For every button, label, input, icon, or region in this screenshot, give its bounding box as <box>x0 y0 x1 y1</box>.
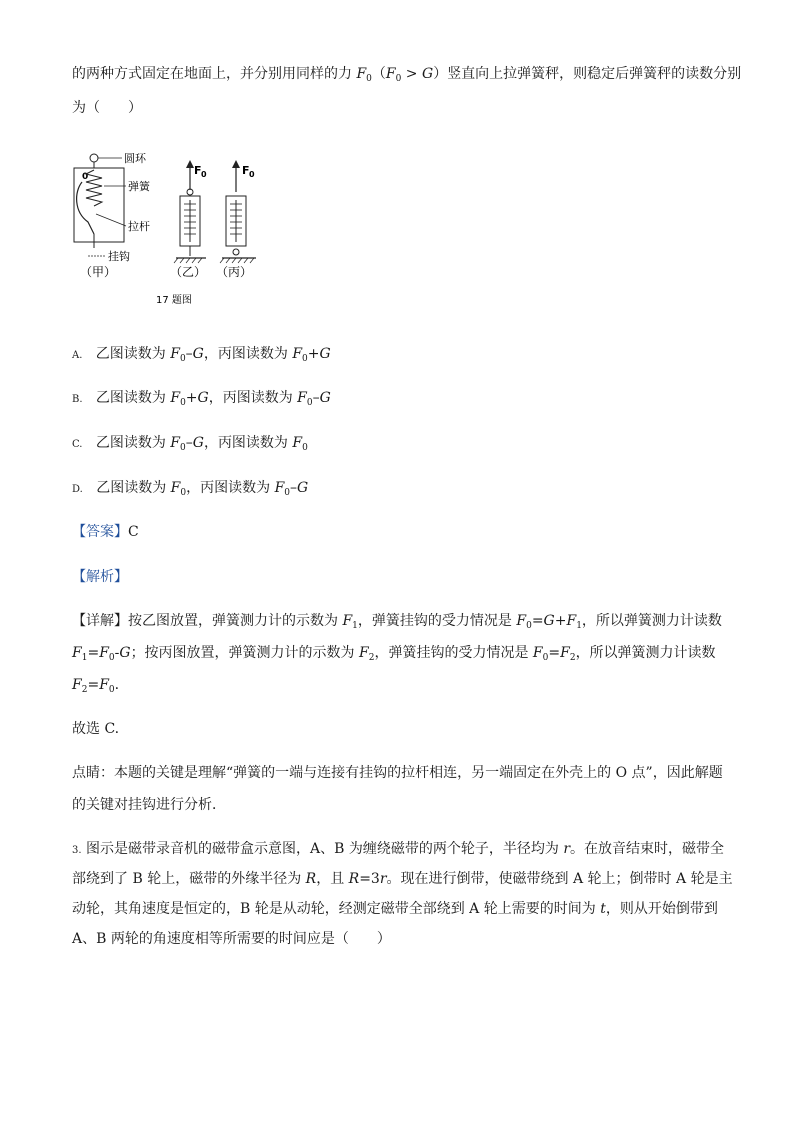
q3-l2c: 。现在进行倒带，使磁带绕到 A 轮上；倒带时 A 轮是主 <box>386 871 733 887</box>
label-hook: 挂钩 <box>108 250 130 263</box>
analysis-line <box>72 567 128 587</box>
q3-l2b: ，且 <box>316 871 345 887</box>
label-zero: 0 <box>82 172 89 182</box>
option-c-bing: 丙图读数为 <box>217 435 288 451</box>
detail-1b: ，弹簧挂钩的受力情况是 <box>357 613 512 629</box>
option-b-bing: 丙图读数为 <box>222 390 293 406</box>
q3-line-1: 3. 图示是磁带录音机的磁带盒示意图，A、B 为缠绕磁带的两个轮子，半径均为 r。在放音结束时，磁带全 <box>72 841 725 857</box>
conclusion-line <box>72 719 119 739</box>
detail-line-1: 【详解】按乙图放置，弹簧测力计的示数为 $F_1$，弹簧挂钩的受力情况是 $F_0=G+F_1$，所以弹簧测力计读数 <box>72 613 722 631</box>
option-c-yi: 乙图读数为 <box>95 435 166 451</box>
tip-line-1 <box>72 763 723 783</box>
intro-line-2 <box>72 98 142 118</box>
q3-line-4 <box>72 929 391 949</box>
intro-text-b: 竖直向上拉弹簧秤，则稳定后弹簧秤的读数分别 <box>447 66 742 82</box>
conclusion-text: 故选 C. <box>72 721 120 737</box>
label-ring: 圆环 <box>124 152 146 165</box>
tip-text-2: 的关键对挂钩进行分析． <box>72 797 226 813</box>
option-c-prefix: C. <box>72 439 83 450</box>
detail-2a: ；按丙图放置，弹簧测力计的示数为 <box>130 645 355 661</box>
option-c: C. 乙图读数为 $F_0-G$，丙图读数为 $F_0$ <box>72 435 308 453</box>
q3-l2a: 部绕到了 B 轮上，磁带的外缘半径为 <box>72 871 302 887</box>
answer-line <box>72 522 139 542</box>
label-force-bing-sub: 0 <box>249 170 255 179</box>
label-yi: （乙） <box>170 265 207 279</box>
option-a-prefix: A. <box>72 350 83 361</box>
detail-line-2: $F_1=F_0-G$；按丙图放置，弹簧测力计的示数为 $F_2$，弹簧挂钩的受力情况是 $F_0=F_2$，所以弹簧测力计读数 <box>72 645 716 663</box>
detail-1a: 按乙图放置，弹簧测力计的示数为 <box>128 613 338 629</box>
option-a-bing: 丙图读数为 <box>217 346 288 362</box>
answer-tag: 【答案】 <box>72 524 128 540</box>
detail-2c: ，所以弹簧测力计读数 <box>575 645 716 661</box>
q3-l3a: 动轮，其角速度是恒定的，B 轮是从动轮，经测定磁带全部绕到 A 轮上需要的时间为 <box>72 901 596 917</box>
option-d-yi: 乙图读数为 <box>96 480 167 496</box>
q3-number: 3. <box>72 845 82 856</box>
detail-line-3: $F_2=F_0$. <box>72 677 120 695</box>
label-jia: （甲） <box>80 265 117 279</box>
option-d: D. 乙图读数为 $F_0$，丙图读数为 $F_0-G$ <box>72 480 309 498</box>
tip-line-2 <box>72 795 226 815</box>
q3-l4: A、B 两轮的角速度相等所需要的时间应是（ ） <box>72 931 391 947</box>
detail-tag: 【详解】 <box>72 613 128 629</box>
detail-2b: ，弹簧挂钩的受力情况是 <box>374 645 529 661</box>
intro-text-a: 的两种方式固定在地面上，并分别用同样的力 <box>72 66 352 82</box>
tip-text-1: 点睛：本题的关键是理解“弹簧的一端与连接有挂钩的拉杆相连，另一端固定在外壳上的 O 点”，因此解题 <box>72 765 723 781</box>
label-force-yi: F <box>194 164 202 177</box>
option-a: A. 乙图读数为 $F_0-G$，丙图读数为 $F_0+G$ <box>72 346 331 364</box>
detail-1c: ，所以弹簧测力计读数 <box>581 613 722 629</box>
q3-l1b: 。在放音结束时，磁带全 <box>570 841 725 857</box>
option-d-bing: 丙图读数为 <box>200 480 271 496</box>
label-force-yi-sub: 0 <box>201 170 207 179</box>
q3-l3b: ，则从开始倒带到 <box>605 901 718 917</box>
q3-line-2: 部绕到了 B 轮上，磁带的外缘半径为 R，且 R=3r。现在进行倒带，使磁带绕到 A 轮上；倒带时 A 轮是主 <box>72 871 733 887</box>
option-b: B. 乙图读数为 $F_0+G$，丙图读数为 $F_0-G$ <box>72 390 331 408</box>
label-spring: 弹簧 <box>128 180 150 193</box>
option-d-prefix: D. <box>72 484 83 495</box>
label-force-bing: F <box>242 164 250 177</box>
intro-line-1: 的两种方式固定在地面上，并分别用同样的力 $F_0(F_0 > G)$竖直向上拉弹簧秤，则稳定后弹簧秤的读数分别 <box>72 66 742 84</box>
spring-scale-figure <box>66 148 276 308</box>
label-bing: （丙） <box>216 265 253 279</box>
option-b-yi: 乙图读数为 <box>95 390 166 406</box>
q3-line-3: 动轮，其角速度是恒定的，B 轮是从动轮，经测定磁带全部绕到 A 轮上需要的时间为 t，则从开始倒带到 <box>72 901 718 917</box>
analysis-tag: 【解析】 <box>72 569 128 585</box>
figure-caption: 17 题图 <box>156 295 192 306</box>
option-a-yi: 乙图读数为 <box>95 346 166 362</box>
intro-answer-blank: 为（ ） <box>72 100 142 116</box>
label-rod: 拉杆 <box>128 220 150 233</box>
q3-l1a: 图示是磁带录音机的磁带盒示意图，A、B 为缠绕磁带的两个轮子，半径均为 <box>86 841 559 857</box>
option-b-prefix: B. <box>72 394 83 405</box>
answer-value: C <box>128 524 139 540</box>
